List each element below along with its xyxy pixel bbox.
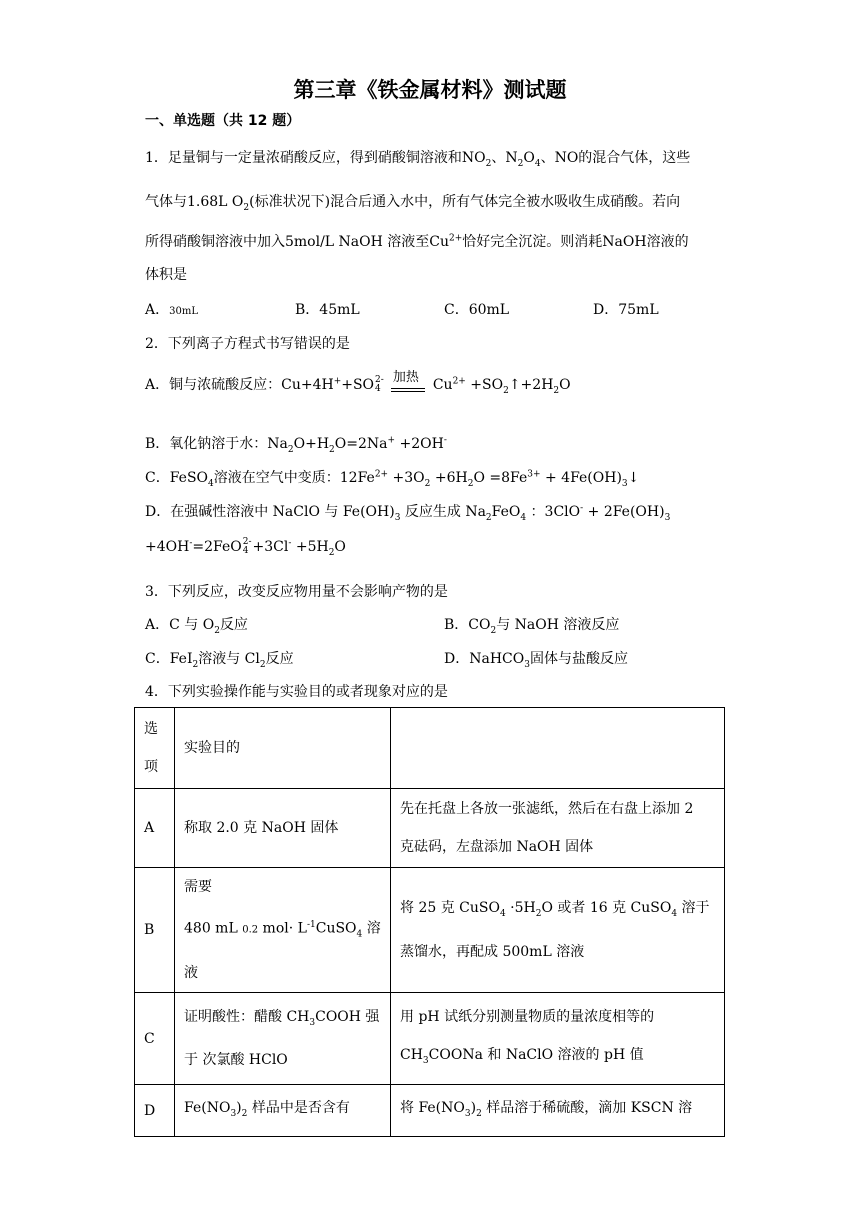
row-option-cell: C: [135, 993, 175, 1085]
row-option-cell: D: [135, 1085, 175, 1137]
header-option-cell: 选 项: [135, 708, 175, 789]
row-purpose-cell: 证明酸性：醋酸 $CH_3COOH$ 强 于 次氯酸 HClO: [175, 993, 391, 1085]
q1-line-4: 体积是: [145, 267, 187, 283]
q1-option-b: B．45mL: [295, 302, 360, 318]
q3-option-b: B．$CO_2$与 NaOH 溶液反应: [444, 617, 620, 636]
row-operation-cell: 将 25 克 CuSO$_4$ $\cdot 5H_2O$ 或者 16 克 CuSO$_4$ 溶于 蒸馏水，再配成 500mL 溶液: [391, 868, 725, 993]
section-heading: 一、单选题（共 12 题）: [145, 113, 301, 129]
row-operation-cell: 用 pH 试纸分别测量物质的量浓度相等的 $CH_3COONa$ 和 NaClO 溶液的 pH 值: [391, 993, 725, 1085]
q2-option-b: B．氧化钠溶于水：$Na_2O+H_2O=2Na^+ +2OH^-$: [145, 435, 447, 455]
row-option-cell: B: [135, 868, 175, 993]
table-row: [135, 993, 725, 1085]
q4-stem: 4．下列实验操作能与实验目的或者现象对应的是: [145, 684, 448, 700]
page-title: 第三章《铁金属材料》测试题: [293, 78, 567, 102]
q1-line-1: 1．足量铜与一定量浓硝酸反应，得到硝酸铜溶液和$NO_2$、$N_2O_4$、NO的混合气体，这些: [145, 150, 691, 169]
table-row: [135, 789, 725, 868]
table-row: [135, 708, 725, 789]
row-operation-cell: 先在托盘上各放一张滤纸，然后在右盘上添加 2 克砝码，左盘添加 NaOH 固体: [391, 789, 725, 868]
header-operation-cell: [391, 708, 725, 789]
header-purpose-cell: 实验目的: [175, 708, 391, 789]
q3-option-d: D．NaHCO$_3$固体与盐酸反应: [444, 651, 628, 670]
q1-line-3: 所得硝酸铜溶液中加入5mol/L NaOH 溶液至$Cu^{2+}$恰好完全沉淀。则消耗NaOH溶液的: [145, 233, 689, 250]
q1-option-d: D．75mL: [593, 302, 659, 318]
row-purpose-cell: 需要 480 mL 0.2 $mol\cdot L^{-1}CuSO_4$ 溶 液: [175, 868, 391, 993]
heating-condition-arrow: 加热: [391, 370, 427, 400]
q2-option-d-line-2: +4OH-=2FeO2- $4 +3Cl^- +5H_2O$: [145, 537, 346, 558]
q2-stem: 2．下列离子方程式书写错误的是: [145, 336, 350, 352]
experiment-table: [134, 707, 725, 1137]
table-row: [135, 1085, 725, 1137]
q2-option-d-line-1: D．在强碱性溶液中 NaClO 与 $Fe(OH)_3$ 反应生成 $Na_2FeO_4$ ：$3ClO^- + 2Fe(OH)_3$: [145, 503, 671, 523]
row-option-cell: A: [135, 789, 175, 868]
row-purpose-cell: 称取 2.0 克 NaOH 固体: [175, 789, 391, 868]
q1-line-2: 气体与1.68L $O_2$(标准状况下)混合后通入水中，所有气体完全被水吸收生成硝酸。若向: [145, 194, 681, 213]
q3-stem: 3．下列反应，改变反应物用量不会影响产物的是: [145, 584, 448, 600]
q3-option-a: A．C 与 $O_2$反应: [145, 617, 248, 636]
row-operation-cell: 将 $Fe(NO_3)_2$ 样品溶于稀硫酸，滴加 KSCN 溶: [391, 1085, 725, 1137]
q2-option-a: A．铜与浓硫酸反应：Cu+4H++SO2- 4 加热 $Cu^{2+}$ $+SO_2↑+2H_2O$: [145, 370, 571, 400]
q1-option-c: C．60mL: [444, 302, 510, 318]
row-purpose-cell: $Fe(NO_3)_2$ 样品中是否含有: [175, 1085, 391, 1137]
q1-option-a: A．30mL: [145, 302, 198, 318]
q3-option-c: C．FeI$_2$溶液与 $Cl_2$反应: [145, 651, 294, 670]
table-row: [135, 868, 725, 993]
q2-option-c: C．FeSO$_4$溶液在空气中变质：$12Fe^{2+} +3O_2 +6H_2O =8Fe^{3+}$ + $4Fe(OH)_3↓$: [145, 469, 640, 489]
